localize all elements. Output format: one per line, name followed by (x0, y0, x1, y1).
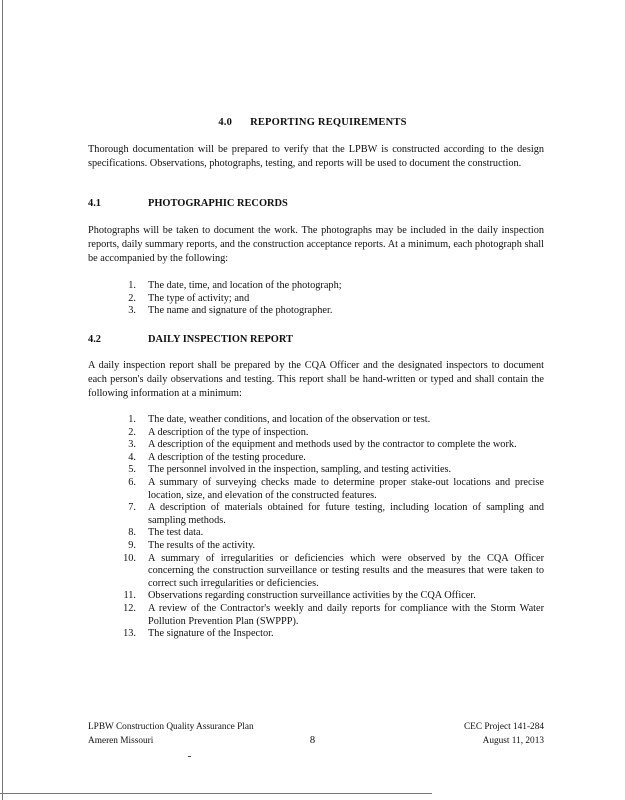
list-item-text: The date, weather conditions, and location of the observation or test. (148, 414, 431, 425)
list-item (116, 464, 544, 477)
list-item-text: The date, time, and location of the photograph; (148, 280, 342, 291)
list-item-text: A description of the equipment and methods used by the contractor to complete the work. (148, 439, 517, 451)
photographic-list (116, 280, 544, 318)
footer-doc-title: LPBW Construction Quality Assurance Plan (88, 722, 254, 732)
list-item-text: A description of materials obtained for future testing, including location of sampling and sampling methods. (148, 502, 544, 526)
list-item-number: 13 . (116, 628, 136, 641)
list-item (116, 414, 544, 427)
list-item (116, 628, 544, 641)
list-item-text: A description of the testing procedure. (148, 451, 306, 463)
subsection-number: 4.1 (88, 198, 101, 209)
list-item-text: A review of the Contractor's weekly and daily reports for compliance with the Storm Water Pollution Prevention Plan (SWPPP). (148, 602, 544, 627)
list-item (116, 427, 544, 440)
list-item-text: The signature of the Inspector. (148, 628, 274, 640)
list-item-text: Observations regarding construction surveillance activities by the CQA Officer. (148, 590, 476, 602)
section-heading (0, 117, 625, 128)
list-item-number: 4 . (116, 452, 136, 465)
list-item-number: 8 . (116, 527, 136, 540)
list-item (116, 590, 544, 603)
list-item (116, 527, 544, 540)
subsection-heading-daily (88, 334, 293, 345)
footer-date: August 11, 2013 (482, 736, 544, 746)
daily-paragraph: A daily inspection report shall be prepared by the CQA Officer and the designated inspectors to document each person's daily observations and testing. This report shall be hand-written or typed and shall contain the following information at a minimum: (88, 360, 544, 399)
section-intro: Thorough documentation will be prepared to verify that the LPBW is constructed according to the design specifications. Observations, photographs, testing, and reports will be used to document the construction. (88, 144, 544, 169)
list-item-number: 1 . (116, 414, 136, 427)
list-item-text: The test data. (148, 527, 204, 539)
list-item-text: The name and signature of the photographer. (148, 305, 333, 317)
list-item-number: 3 . (116, 439, 136, 452)
list-item-number: 2 . (116, 427, 136, 440)
list-item-number: 7 . (116, 502, 136, 515)
list-item (116, 540, 544, 553)
list-item-number: 5 . (116, 464, 136, 477)
section-number: 4.0 (218, 117, 233, 128)
photographic-paragraph: Photographs will be taken to document the work. The photographs may be included in the daily inspection reports, daily summary reports, and the construction acceptance reports. At a minimum, each photograph shall be accompanied by the following: (88, 225, 544, 264)
page-number: 8 (309, 735, 316, 746)
list-item-number: 3 . (116, 305, 136, 318)
list-item (116, 452, 544, 465)
list-item-text: A summary of surveying checks made to determine proper stake-out locations and precise location, size, and elevation of the constructed features. (148, 476, 544, 501)
list-item (116, 280, 544, 293)
list-item-number: 10 . (116, 553, 136, 566)
list-item-number: 1 . (116, 280, 136, 293)
footer-client: Ameren Missouri (88, 736, 154, 746)
subsection-heading-photographic (88, 198, 288, 209)
subsection-title: PHOTOGRAPHIC RECORDS (148, 198, 288, 209)
list-item (116, 477, 544, 502)
list-item-number: 11 . (116, 590, 136, 603)
list-item-number: 12 . (116, 603, 136, 616)
list-item (116, 502, 544, 527)
list-item (116, 553, 544, 591)
list-item-text: The results of the activity. (148, 539, 256, 551)
list-item-text: A description of the type of inspection. (148, 426, 309, 438)
list-item (116, 293, 544, 306)
section-title: REPORTING REQUIREMENTS (250, 117, 407, 128)
subsection-number: 4.2 (88, 334, 101, 345)
subsection-title: DAILY INSPECTION REPORT (148, 334, 293, 345)
page-edge-bottom (0, 793, 432, 794)
list-item-number: 6 . (116, 477, 136, 490)
list-item (116, 439, 544, 452)
list-item-text: A summary of irregularities or deficiencies which were observed by the CQA Officer concerning the construction surveillance or testing results and the measures that were taken to correct such irregularities or deficiencies. (148, 552, 544, 589)
list-item (116, 305, 544, 318)
daily-list (116, 414, 544, 641)
footer-project: CEC Project 141-284 (463, 722, 544, 732)
scan-mark (188, 756, 191, 757)
list-item-number: 2 . (116, 293, 136, 306)
list-item-text: The type of activity; and (148, 292, 250, 304)
list-item-number: 9 . (116, 540, 136, 553)
list-item-text: The personnel involved in the inspection, sampling, and testing activities. (148, 464, 452, 476)
list-item (116, 603, 544, 628)
